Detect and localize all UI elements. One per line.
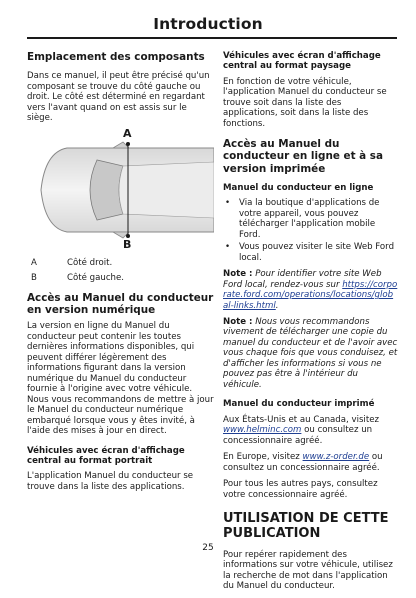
page-number: 25 [202,543,214,553]
legend-key: A [31,257,37,268]
subheading-printed-manual: Manuel du conducteur imprimé [223,399,375,410]
bullet-icon: • [225,198,231,209]
printed-manual-eu: En Europe, visitez www.z-order.de ou consultez un concessionnaire agréé. [223,452,383,473]
ford-locations-link[interactable]: https://corporate.ford.com/operations/locations/global-links.html [223,279,398,311]
subheading-landscape-display: Véhicules avec écran d'affichage central au format paysage [223,51,381,72]
page-title: Introduction [153,15,263,33]
section-heading-component-location: Emplacement des composants [27,51,205,63]
note-download-manual: Note : Nous vous recommandons vivement de télécharger une copie du manuel du conducteur et de l'avoir avec vous chaque fois que vous conduisez, et d'afficher les informations si vous ne pouvez pas être à l'intérieur du véhicule. [223,317,398,390]
legend-text: Côté droit. [67,257,113,268]
section-heading-digital-manual: Accès au Manuel du conducteur en version numérique [27,291,214,316]
subheading-online-manual: Manuel du conducteur en ligne [223,182,374,193]
left-column [27,51,214,498]
printed-manual-other: Pour tous les autres pays, consultez votre concessionnaire agréé. [223,479,378,500]
landscape-display-text: En fonction de votre véhicule, l'application Manuel du conducteur se trouve soit dans la liste des applications, soit dans la liste des fonctions. [223,76,387,129]
subheading-portrait-display: Véhicules avec écran d'affichage central au format portrait [27,445,185,466]
note-label: Note : [223,317,253,327]
note-ford-site: Note : Pour identifier votre site Web Ford local, rendez-vous sur https://corporate.ford.com/operations/locations/global-links.html. [223,269,398,311]
section-heading-online-printed: Accès au Manuel du conducteur en ligne et à sa version imprimée [223,138,383,175]
helminc-link[interactable]: www.helminc.com [223,425,302,436]
component-location-text: Dans ce manuel, il peut être précisé qu'un composant se trouve du côté gauche ou droit. Le côté est déterminé en regardant vers l'avant quand on est assis sur le siège. [27,71,210,124]
section-heading-using-publication: UTILISATION DE CETTE PUBLICATION [223,511,389,542]
figure-label-a: A [123,126,132,140]
vehicle-top-view-illustration [27,130,214,250]
printed-manual-us: Aux États-Unis et au Canada, visitez www.helminc.com ou consultez un concessionnaire agréé. [223,414,379,446]
note-label: Note : [223,269,253,280]
bullet-icon: • [225,242,231,253]
portrait-display-text: L'application Manuel du conducteur se trouve dans la liste des applications. [27,471,194,492]
legend-row [27,273,214,283]
list-item: • Vous pouvez visiter le site Web Ford local. [225,242,395,263]
digital-manual-text: La version en ligne du Manuel du conducteur peut contenir les toutes dernières informations disponibles, qui peuvent différer légèrement des informations figurant dans la version numérique du Manuel du conducteur fournie à l'origine avec votre véhicule. Nous vous recommandons de mettre à jour le Manuel du conducteur numérique embarqué lorsque vous y êtes invité, à l'aide des mises à jour en direct. [27,321,214,437]
using-publication-text: Pour repérer rapidement des informations sur votre véhicule, utilisez la recherche de mot dans l'application du Manuel du conducteur. [223,549,393,592]
figure-legend [27,258,214,283]
vehicle-top-view-figure [27,126,214,251]
header-rule [27,37,397,39]
legend-key: B [31,272,37,283]
online-manual-list [223,198,398,263]
z-order-link[interactable]: www.z-order.de [302,452,370,463]
legend-text: Côté gauche. [67,272,125,283]
right-column [223,51,398,598]
list-item: • Via la boutique d'applications de votre appareil, vous pouvez télécharger l'application mobile Ford. [225,198,380,240]
legend-row [27,258,214,268]
figure-label-b: B [123,237,132,251]
